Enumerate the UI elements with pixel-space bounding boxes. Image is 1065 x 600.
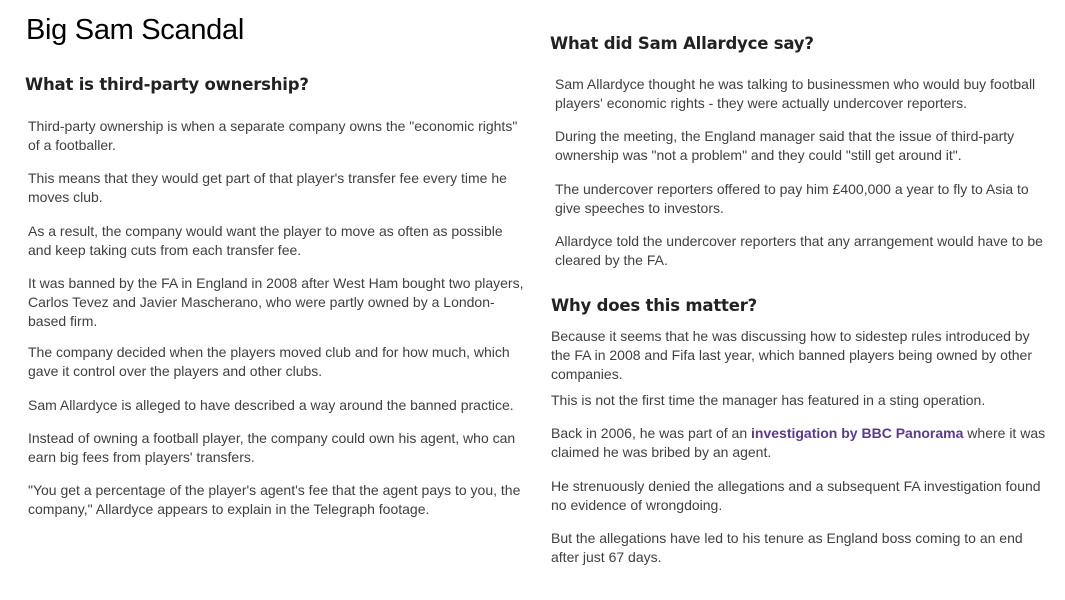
paragraph: It was banned by the FA in England in 2008 after West Ham bought two players, Carlos Tevez and Javier Mascherano, who were partly owned by a London-based firm. xyxy=(28,275,524,329)
paragraph: The undercover reporters offered to pay him £400,000 a year to fly to Asia to give speeches to investors. xyxy=(555,181,1029,216)
paragraph: "You get a percentage of the player's agent's fee that the agent pays to you, the company," Allardyce appears to explain in the Telegraph footage. xyxy=(28,482,521,517)
paragraph: But the allegations have led to his tenure as England boss coming to an end after just 67 days. xyxy=(551,530,1023,565)
section-heading-what-said: What did Sam Allardyce say? xyxy=(550,34,814,53)
slide-title: Big Sam Scandal xyxy=(26,14,244,46)
paragraph: Instead of owning a football player, the company could own his agent, who can earn big fees from players' transfers. xyxy=(28,430,516,465)
paragraph: Sam Allardyce thought he was talking to businessmen who would buy football players' economic rights - they were actually undercover reporters. xyxy=(555,76,1036,111)
section-heading-why-matter: Why does this matter? xyxy=(551,296,758,315)
paragraph: Because it seems that he was discussing how to sidestep rules introduced by the FA in 2008 and Fifa last year, which banned players being owned by other companies. xyxy=(551,328,1032,382)
paragraph: This means that they would get part of that player's transfer fee every time he moves club. xyxy=(28,170,507,205)
paragraph: Sam Allardyce is alleged to have described a way around the banned practice. xyxy=(28,397,514,413)
paragraph: Allardyce told the undercover reporters that any arrangement would have to be cleared by the FA. xyxy=(555,233,1043,268)
paragraph: Third-party ownership is when a separate company owns the "economic rights" of a footballer. xyxy=(28,118,518,153)
paragraph: He strenuously denied the allegations and a subsequent FA investigation found no evidence of wrongdoing. xyxy=(551,478,1041,513)
paragraph-text: where it was claimed he was bribed by an agent. xyxy=(551,425,1046,460)
paragraph xyxy=(551,424,1051,462)
paragraph: During the meeting, the England manager said that the issue of third-party ownership was "not a problem" and they could "still get around it". xyxy=(555,128,1015,163)
paragraph: This is not the first time the manager has featured in a sting operation. xyxy=(551,392,986,408)
section-heading-third-party: What is third-party ownership? xyxy=(25,75,309,94)
panorama-investigation-link[interactable]: investigation by BBC Panorama xyxy=(751,425,964,441)
paragraph: The company decided when the players moved club and for how much, which gave it control over the players and other clubs. xyxy=(28,344,510,379)
paragraph: As a result, the company would want the player to move as often as possible and keep taking cuts from each transfer fee. xyxy=(28,223,503,258)
paragraph-text: Back in 2006, he was part of an xyxy=(551,425,752,441)
